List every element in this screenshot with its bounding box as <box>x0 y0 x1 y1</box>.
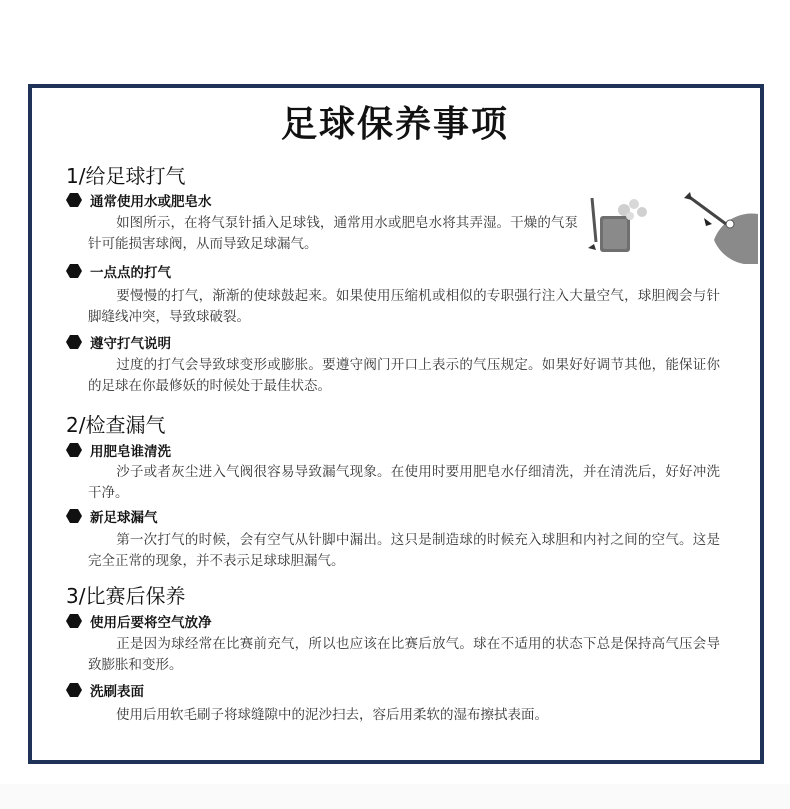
bullet-label: 通常使用水或肥皂水 <box>90 194 212 210</box>
hexagon-bullet-icon <box>66 509 82 523</box>
section-heading-3: 3/比赛后保养 <box>66 584 186 608</box>
paragraph: 使用后用软毛刷子将球缝隙中的泥沙扫去，容后用柔软的湿布擦拭表面。 <box>116 707 548 723</box>
bullet-label: 一点点的打气 <box>90 265 171 281</box>
page-footer-strip <box>0 784 790 809</box>
bullet-item <box>66 611 212 631</box>
bullet-item <box>66 506 158 526</box>
hexagon-bullet-icon <box>66 193 82 207</box>
hexagon-bullet-icon <box>66 614 82 628</box>
hexagon-bullet-icon <box>66 264 82 278</box>
section-heading-1: 1/给足球打气 <box>66 164 186 188</box>
bullet-item <box>66 190 212 210</box>
bullet-item <box>66 680 144 700</box>
paragraph: 要慢慢的打气，渐渐的使球鼓起来。如果使用压缩机或相似的专职强行注入大量空气，球胆阀会与针脚缝线冲突，导致球破裂。 <box>88 288 720 325</box>
water-cup-icon <box>588 198 647 252</box>
paragraph: 正是因为球经常在比赛前充气，所以也应该在比赛后放气。球在不适用的状态下总是保持高气压会导致膨胀和变形。 <box>88 636 720 673</box>
bullet-label: 新足球漏气 <box>90 510 158 526</box>
pump-and-ball-illustration <box>580 190 758 264</box>
bullet-label: 使用后要将空气放净 <box>90 615 212 631</box>
bullet-label: 遵守打气说明 <box>90 336 171 352</box>
paragraph: 沙子或者灰尘进入气阀很容易导致漏气现象。在使用时要用肥皂水仔细清洗，并在清洗后，好好冲洗干净。 <box>88 464 720 501</box>
bullet-item <box>66 440 171 460</box>
paragraph: 第一次打气的时候，会有空气从针脚中漏出。这只是制造球的时候充入球胆和内衬之间的空气。这是完全正常的现象，并不表示足球球胆漏气。 <box>88 532 720 569</box>
section-heading-2: 2/检查漏气 <box>66 413 166 437</box>
paragraph: 过度的打气会导致球变形或膨胀。要遵守阀门开口上表示的气压规定。如果好好调节其他，能保证你的足球在你最修妖的时候处于最佳状态。 <box>88 357 720 394</box>
paragraph: 如图所示，在将气泵针插入足球钱，通常用水或肥皂水将其弄湿。干燥的气泵针可能损害球阀，从而导致足球漏气。 <box>88 215 578 252</box>
bullet-item <box>66 261 171 281</box>
bullet-label: 洗刷表面 <box>90 684 144 700</box>
hexagon-bullet-icon <box>66 335 82 349</box>
bullet-label: 用肥皂谁清洗 <box>90 444 171 460</box>
ball-icon <box>684 192 758 264</box>
page-title: 足球保养事项 <box>280 104 509 145</box>
hexagon-bullet-icon <box>66 443 82 457</box>
bullet-item <box>66 332 171 352</box>
hexagon-bullet-icon <box>66 683 82 697</box>
